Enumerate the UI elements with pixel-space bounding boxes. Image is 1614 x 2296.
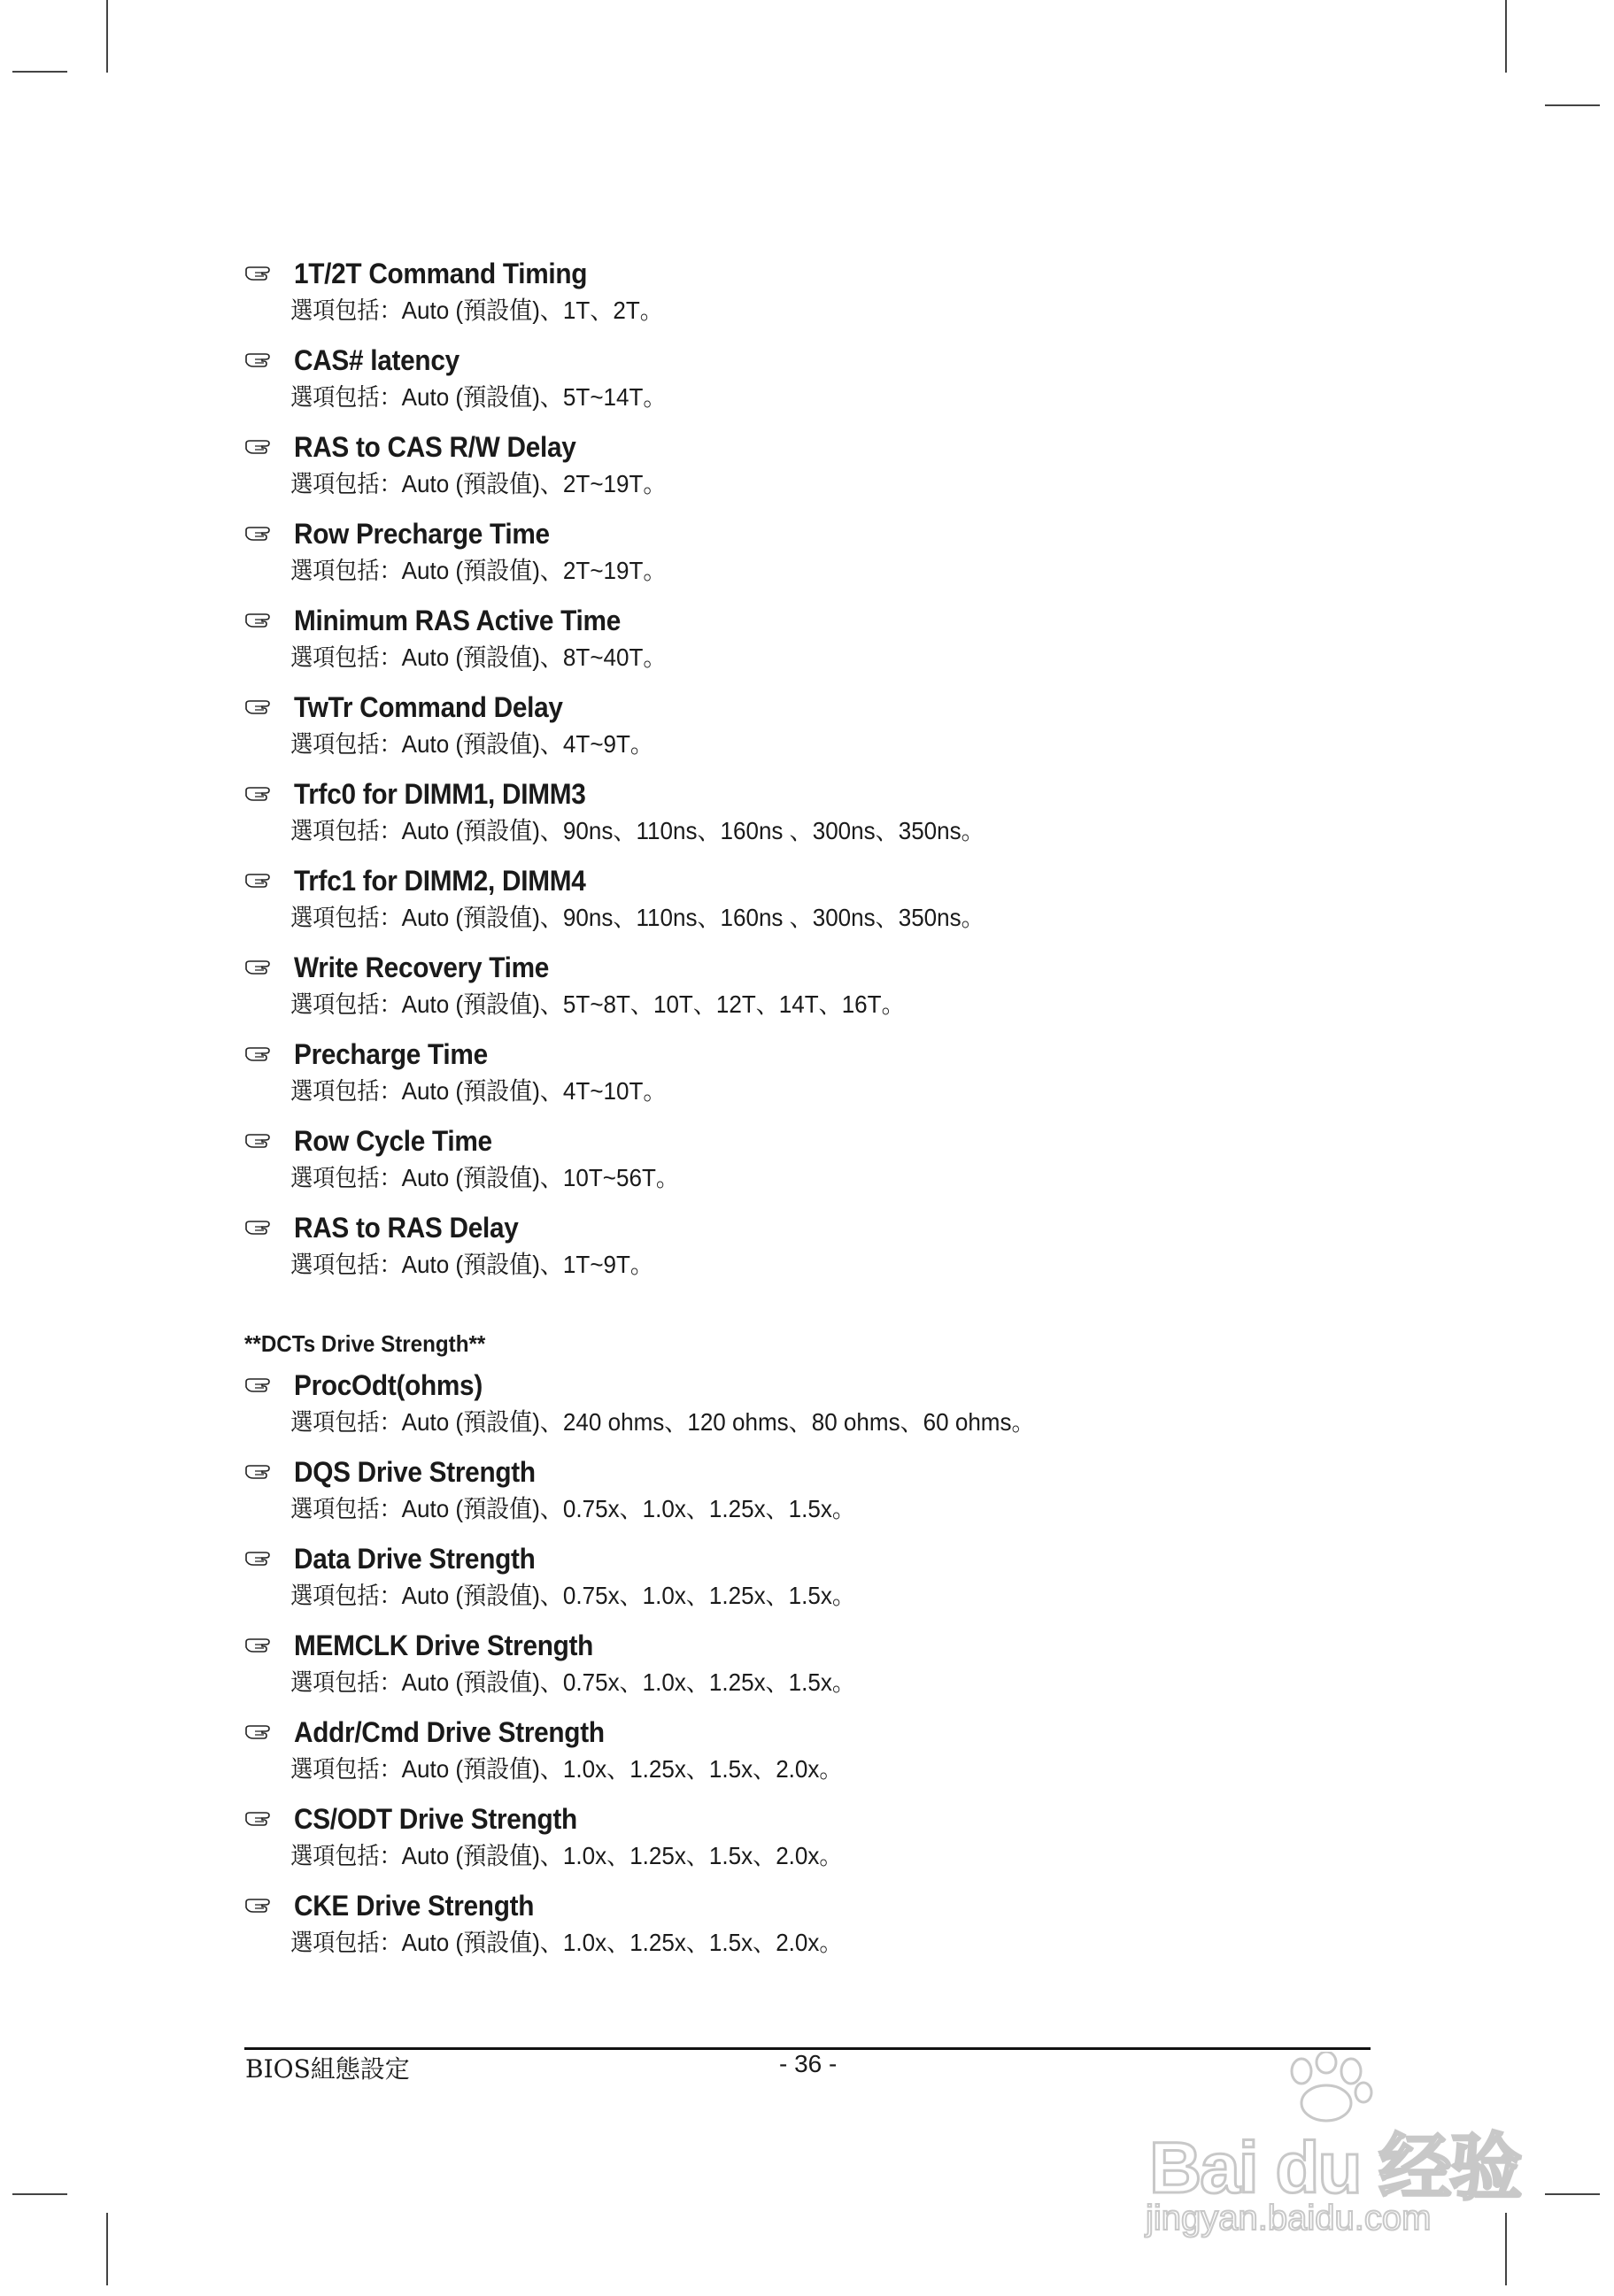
options-label: 選項包括： xyxy=(290,1756,402,1784)
bios-option-item xyxy=(244,1367,1369,1453)
pointing-hand-icon xyxy=(244,265,274,282)
item-heading xyxy=(244,1209,1369,1246)
options-value: Auto (預設值)、2T~19T。 xyxy=(401,470,667,497)
item-title: DQS Drive Strength xyxy=(294,1455,536,1488)
options-value: Auto (預設值)、8T~40T。 xyxy=(401,643,667,671)
item-title: CAS# latency xyxy=(294,343,459,376)
item-options xyxy=(244,1664,1290,1714)
item-title: TwTr Command Delay xyxy=(294,690,563,723)
options-label: 選項包括： xyxy=(290,644,402,672)
pointing-hand-icon xyxy=(244,1463,274,1481)
item-options xyxy=(244,1246,1290,1296)
item-heading xyxy=(244,1540,1369,1577)
pointing-hand-icon xyxy=(244,1045,274,1063)
item-options xyxy=(244,1073,1290,1122)
pointing-hand-icon xyxy=(244,1550,274,1568)
item-title: MEMCLK Drive Strength xyxy=(294,1629,594,1661)
bios-settings-list xyxy=(244,255,1369,1974)
bios-option-item xyxy=(244,1209,1369,1296)
bios-option-item xyxy=(244,689,1369,775)
dram-timing-items xyxy=(244,255,1369,1296)
options-label: 選項包括： xyxy=(290,1078,402,1106)
bios-option-item xyxy=(244,1540,1369,1627)
bios-option-item xyxy=(244,428,1369,515)
options-value: Auto (預設值)、90ns、110ns、160ns 、300ns、350ns。 xyxy=(401,904,985,931)
options-label: 選項包括： xyxy=(290,1165,402,1192)
bios-option-item xyxy=(244,602,1369,689)
options-value: Auto (預設值)、4T~9T。 xyxy=(401,730,653,758)
pointing-hand-icon xyxy=(244,1897,274,1915)
item-heading xyxy=(244,428,1369,466)
crop-mark xyxy=(106,2213,108,2285)
footer-section-title: BIOS組態設定 xyxy=(245,2054,410,2084)
item-heading xyxy=(244,949,1369,986)
item-options xyxy=(244,1924,1290,1974)
pointing-hand-icon xyxy=(244,525,274,543)
options-value: Auto (預設值)、0.75x、1.0x、1.25x、1.5x。 xyxy=(401,1668,855,1696)
options-value: Auto (預設值)、1T~9T。 xyxy=(401,1251,653,1278)
item-title: 1T/2T Command Timing xyxy=(294,257,588,289)
item-options xyxy=(244,379,1290,428)
item-heading xyxy=(244,255,1369,292)
item-options xyxy=(244,466,1290,515)
item-options xyxy=(244,726,1290,775)
item-title: CKE Drive Strength xyxy=(294,1889,535,1922)
options-label: 選項包括： xyxy=(290,818,402,845)
item-title: Row Cycle Time xyxy=(294,1124,492,1157)
item-title: Minimum RAS Active Time xyxy=(294,604,621,636)
bios-option-item xyxy=(244,949,1369,1036)
bios-option-item xyxy=(244,1627,1369,1714)
options-label: 選項包括： xyxy=(290,991,402,1019)
bios-option-item xyxy=(244,1800,1369,1887)
item-heading xyxy=(244,342,1369,379)
pointing-hand-icon xyxy=(244,959,274,976)
pointing-hand-icon xyxy=(244,1637,274,1654)
options-label: 選項包括： xyxy=(290,1930,402,1957)
item-options xyxy=(244,1751,1290,1800)
item-heading xyxy=(244,602,1369,639)
options-value: Auto (預設值)、2T~19T。 xyxy=(401,557,667,584)
crop-mark xyxy=(12,2193,67,2195)
crop-mark xyxy=(1505,0,1507,73)
item-options xyxy=(244,1491,1290,1540)
pointing-hand-icon xyxy=(244,1219,274,1237)
item-heading xyxy=(244,862,1369,899)
options-label: 選項包括： xyxy=(290,731,402,759)
pointing-hand-icon xyxy=(244,612,274,629)
pointing-hand-icon xyxy=(244,872,274,890)
options-value: Auto (預設值)、1.0x、1.25x、1.5x、2.0x。 xyxy=(401,1842,843,1869)
options-label: 選項包括： xyxy=(290,1409,402,1437)
section-heading: **DCTs Drive Strength** xyxy=(244,1330,486,1357)
item-heading xyxy=(244,689,1369,726)
options-value: Auto (預設值)、4T~10T。 xyxy=(401,1077,667,1105)
item-heading xyxy=(244,1122,1369,1160)
bios-option-item xyxy=(244,342,1369,428)
bios-option-item xyxy=(244,515,1369,602)
drive-strength-items xyxy=(244,1367,1369,1974)
item-title: Trfc1 for DIMM2, DIMM4 xyxy=(294,864,586,897)
bios-option-item xyxy=(244,1036,1369,1122)
item-title: Write Recovery Time xyxy=(294,951,550,983)
page-number: - 36 - xyxy=(779,2050,838,2077)
options-value: Auto (預設值)、5T~14T。 xyxy=(401,383,667,411)
watermark-url: jingyan.baidu.com xyxy=(1146,2199,1432,2238)
item-options xyxy=(244,639,1290,689)
options-label: 選項包括： xyxy=(290,1669,402,1697)
item-heading xyxy=(244,1036,1369,1073)
options-label: 選項包括： xyxy=(290,471,402,498)
options-value: Auto (預設值)、1T、2T。 xyxy=(401,297,663,324)
item-options xyxy=(244,552,1290,602)
item-heading xyxy=(244,515,1369,552)
options-label: 選項包括： xyxy=(290,297,402,325)
item-options xyxy=(244,986,1290,1036)
bios-option-item xyxy=(244,1453,1369,1540)
bios-option-item xyxy=(244,775,1369,862)
pointing-hand-icon xyxy=(244,438,274,456)
bios-option-item xyxy=(244,1714,1369,1800)
item-title: ProcOdt(ohms) xyxy=(294,1368,483,1401)
bios-option-item xyxy=(244,255,1369,342)
options-label: 選項包括： xyxy=(290,905,402,932)
item-title: Row Precharge Time xyxy=(294,517,550,550)
options-value: Auto (預設值)、10T~56T。 xyxy=(401,1164,679,1191)
options-label: 選項包括： xyxy=(290,384,402,412)
item-heading xyxy=(244,775,1369,813)
options-label: 選項包括： xyxy=(290,1583,402,1610)
item-title: Addr/Cmd Drive Strength xyxy=(294,1715,605,1748)
options-value: Auto (預設值)、90ns、110ns、160ns 、300ns、350ns。 xyxy=(401,817,985,844)
options-value: Auto (預設值)、1.0x、1.25x、1.5x、2.0x。 xyxy=(401,1929,843,1956)
watermark-logo: Bai du 经验 xyxy=(1149,2128,1521,2208)
baidu-watermark xyxy=(1142,2052,1532,2238)
pointing-hand-icon xyxy=(244,1723,274,1741)
options-label: 選項包括： xyxy=(290,1496,402,1523)
item-heading xyxy=(244,1800,1369,1838)
options-label: 選項包括： xyxy=(290,558,402,585)
crop-mark xyxy=(12,71,67,73)
crop-mark xyxy=(1545,104,1600,106)
item-title: RAS to CAS R/W Delay xyxy=(294,430,576,463)
pointing-hand-icon xyxy=(244,351,274,369)
options-value: Auto (預設值)、1.0x、1.25x、1.5x、2.0x。 xyxy=(401,1755,843,1783)
item-heading xyxy=(244,1714,1369,1751)
options-label: 選項包括： xyxy=(290,1843,402,1870)
item-title: CS/ODT Drive Strength xyxy=(294,1802,577,1835)
crop-mark xyxy=(1545,2193,1600,2195)
item-options xyxy=(244,1404,1290,1453)
item-title: Precharge Time xyxy=(294,1037,488,1070)
bios-option-item xyxy=(244,862,1369,949)
bios-option-item xyxy=(244,1887,1369,1974)
item-heading xyxy=(244,1367,1369,1404)
pointing-hand-icon xyxy=(244,1376,274,1394)
item-options xyxy=(244,292,1290,342)
options-label: 選項包括： xyxy=(290,1252,402,1279)
item-options xyxy=(244,813,1290,862)
item-options xyxy=(244,1577,1290,1627)
item-heading xyxy=(244,1453,1369,1491)
item-heading xyxy=(244,1887,1369,1924)
pointing-hand-icon xyxy=(244,698,274,716)
pointing-hand-icon xyxy=(244,1810,274,1828)
options-value: Auto (預設值)、0.75x、1.0x、1.25x、1.5x。 xyxy=(401,1495,855,1522)
pointing-hand-icon xyxy=(244,1132,274,1150)
crop-mark xyxy=(106,0,108,73)
item-options xyxy=(244,899,1290,949)
options-value: Auto (預設值)、240 ohms、120 ohms、80 ohms、60 ohms。 xyxy=(401,1408,1035,1436)
options-value: Auto (預設值)、0.75x、1.0x、1.25x、1.5x。 xyxy=(401,1582,855,1609)
item-options xyxy=(244,1838,1290,1887)
item-options xyxy=(244,1160,1290,1209)
item-title: Data Drive Strength xyxy=(294,1542,536,1575)
options-value: Auto (預設值)、5T~8T、10T、12T、14T、16T。 xyxy=(401,990,905,1018)
item-heading xyxy=(244,1627,1369,1664)
item-title: RAS to RAS Delay xyxy=(294,1211,519,1244)
pointing-hand-icon xyxy=(244,785,274,803)
item-title: Trfc0 for DIMM1, DIMM3 xyxy=(294,777,586,810)
bios-option-item xyxy=(244,1122,1369,1209)
